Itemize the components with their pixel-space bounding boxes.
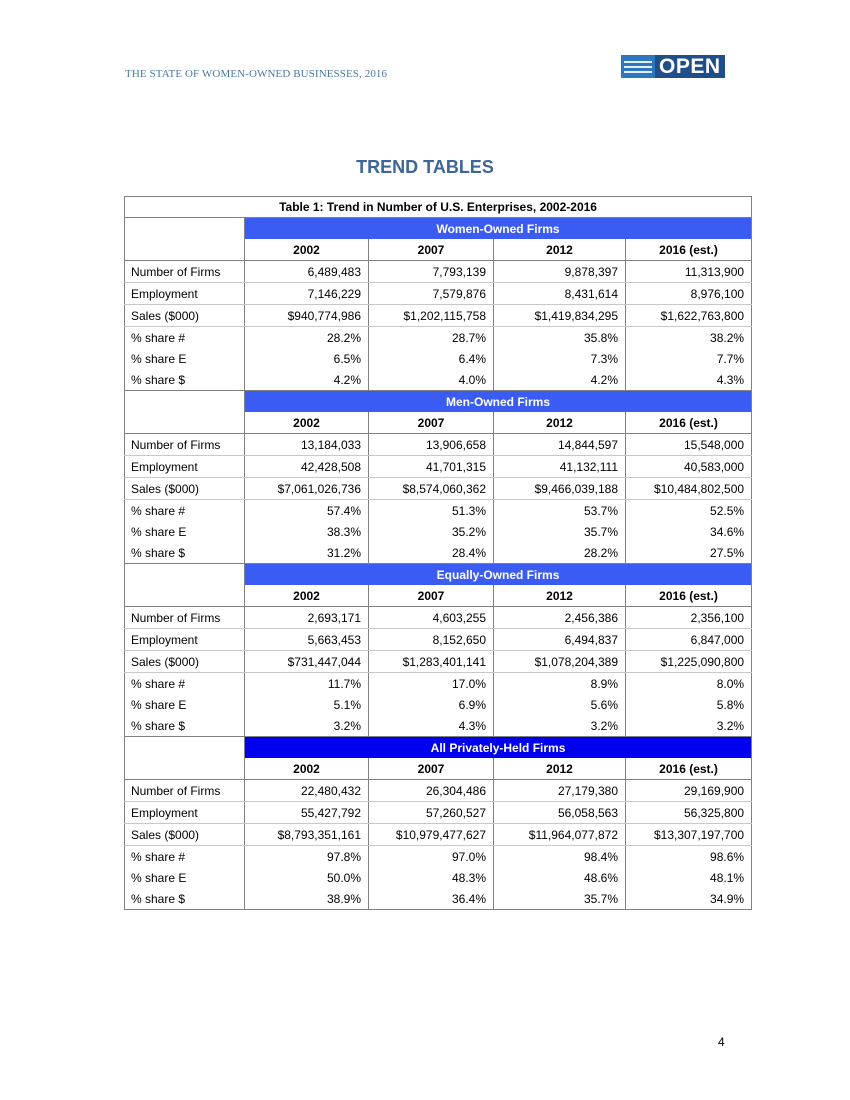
year-header: 2012 bbox=[494, 239, 626, 261]
table-cell: 7.3% bbox=[494, 348, 626, 369]
table-cell: 50.0% bbox=[245, 867, 369, 888]
year-header: 2012 bbox=[494, 758, 626, 780]
table-row bbox=[125, 780, 752, 802]
table-cell: 57.4% bbox=[245, 500, 369, 522]
table-cell: 34.6% bbox=[626, 521, 752, 542]
table-cell: 28.2% bbox=[245, 327, 369, 349]
table-cell: 14,844,597 bbox=[494, 434, 626, 456]
table-row bbox=[125, 456, 752, 478]
section-title: All Privately-Held Firms bbox=[245, 737, 752, 759]
year-header: 2002 bbox=[245, 585, 369, 607]
row-label: Sales ($000) bbox=[125, 478, 245, 500]
table-cell: 55,427,792 bbox=[245, 802, 369, 824]
table-cell: 7,579,876 bbox=[369, 283, 494, 305]
row-label: Employment bbox=[125, 283, 245, 305]
table-cell: 41,701,315 bbox=[369, 456, 494, 478]
table-row bbox=[125, 327, 752, 349]
table-cell: 56,325,800 bbox=[626, 802, 752, 824]
row-label: % share E bbox=[125, 694, 245, 715]
table-cell: 28.4% bbox=[369, 542, 494, 564]
row-label: Number of Firms bbox=[125, 780, 245, 802]
table-cell: 6,847,000 bbox=[626, 629, 752, 651]
table-cell: $8,574,060,362 bbox=[369, 478, 494, 500]
table-row bbox=[125, 521, 752, 542]
year-header: 2012 bbox=[494, 412, 626, 434]
section-band-spacer bbox=[125, 218, 245, 240]
table-cell: 13,184,033 bbox=[245, 434, 369, 456]
year-header: 2002 bbox=[245, 239, 369, 261]
table-cell: 6.4% bbox=[369, 348, 494, 369]
table-cell: $13,307,197,700 bbox=[626, 824, 752, 846]
table-cell: $1,225,090,800 bbox=[626, 651, 752, 673]
row-label: Number of Firms bbox=[125, 261, 245, 283]
table-cell: $8,793,351,161 bbox=[245, 824, 369, 846]
table-cell: 4.2% bbox=[245, 369, 369, 391]
table-row bbox=[125, 305, 752, 327]
table-cell: $1,202,115,758 bbox=[369, 305, 494, 327]
table-row bbox=[125, 478, 752, 500]
year-header-spacer bbox=[125, 585, 245, 607]
table-cell: 4.2% bbox=[494, 369, 626, 391]
table-cell: 15,548,000 bbox=[626, 434, 752, 456]
table-cell: 27.5% bbox=[626, 542, 752, 564]
section-band-row bbox=[125, 564, 752, 586]
table-cell: 28.2% bbox=[494, 542, 626, 564]
table-cell: 5.8% bbox=[626, 694, 752, 715]
table-row bbox=[125, 824, 752, 846]
table-cell: 98.4% bbox=[494, 846, 626, 868]
table-cell: 6.5% bbox=[245, 348, 369, 369]
section-title: Men-Owned Firms bbox=[245, 391, 752, 413]
table-cell: 5.6% bbox=[494, 694, 626, 715]
table-cell: $10,484,802,500 bbox=[626, 478, 752, 500]
row-label: % share E bbox=[125, 521, 245, 542]
trend-table bbox=[124, 196, 752, 910]
table-cell: 5.1% bbox=[245, 694, 369, 715]
table-cell: $7,061,026,736 bbox=[245, 478, 369, 500]
table-cell: 34.9% bbox=[626, 888, 752, 910]
amex-open-logo bbox=[621, 55, 725, 78]
table-cell: 6,489,483 bbox=[245, 261, 369, 283]
table-row bbox=[125, 867, 752, 888]
table-cell: 52.5% bbox=[626, 500, 752, 522]
table-cell: 3.2% bbox=[626, 715, 752, 737]
row-label: Sales ($000) bbox=[125, 651, 245, 673]
section-band-row bbox=[125, 391, 752, 413]
table-cell: 41,132,111 bbox=[494, 456, 626, 478]
table-cell: 35.7% bbox=[494, 888, 626, 910]
table-cell: 22,480,432 bbox=[245, 780, 369, 802]
row-label: % share $ bbox=[125, 888, 245, 910]
table-cell: 6,494,837 bbox=[494, 629, 626, 651]
table-row bbox=[125, 694, 752, 715]
section-title: Women-Owned Firms bbox=[245, 218, 752, 240]
table-cell: 8,152,650 bbox=[369, 629, 494, 651]
table-cell: $11,964,077,872 bbox=[494, 824, 626, 846]
row-label: % share $ bbox=[125, 542, 245, 564]
table-cell: 38.3% bbox=[245, 521, 369, 542]
table-cell: 6.9% bbox=[369, 694, 494, 715]
table-cell: 8,431,614 bbox=[494, 283, 626, 305]
table-cell: 29,169,900 bbox=[626, 780, 752, 802]
table-cell: $1,419,834,295 bbox=[494, 305, 626, 327]
year-header: 2002 bbox=[245, 412, 369, 434]
row-label: % share E bbox=[125, 867, 245, 888]
row-label: % share E bbox=[125, 348, 245, 369]
table-cell: 48.3% bbox=[369, 867, 494, 888]
table-cell: $10,979,477,627 bbox=[369, 824, 494, 846]
row-label: Number of Firms bbox=[125, 434, 245, 456]
trend-table-body bbox=[125, 197, 752, 910]
page-title: TREND TABLES bbox=[356, 157, 494, 177]
section-band-spacer bbox=[125, 564, 245, 586]
table-cell: 8.9% bbox=[494, 673, 626, 695]
table-row bbox=[125, 500, 752, 522]
year-header-row bbox=[125, 585, 752, 607]
table-cell: 35.8% bbox=[494, 327, 626, 349]
table-row bbox=[125, 888, 752, 910]
table-cell: 38.9% bbox=[245, 888, 369, 910]
table-cell: 13,906,658 bbox=[369, 434, 494, 456]
table-cell: 35.7% bbox=[494, 521, 626, 542]
table-cell: 17.0% bbox=[369, 673, 494, 695]
table-cell: $9,466,039,188 bbox=[494, 478, 626, 500]
section-band-spacer bbox=[125, 737, 245, 759]
table-row bbox=[125, 607, 752, 629]
year-header: 2002 bbox=[245, 758, 369, 780]
table-cell: 28.7% bbox=[369, 327, 494, 349]
trend-table-container bbox=[124, 196, 751, 910]
running-header: THE STATE OF WOMEN-OWNED BUSINESSES, 2016 bbox=[125, 68, 388, 80]
table-cell: $1,078,204,389 bbox=[494, 651, 626, 673]
table-row bbox=[125, 542, 752, 564]
row-label: Employment bbox=[125, 629, 245, 651]
table-cell: 4.3% bbox=[369, 715, 494, 737]
table-cell: 7.7% bbox=[626, 348, 752, 369]
table-cell: 31.2% bbox=[245, 542, 369, 564]
page-number: 4 bbox=[718, 1035, 725, 1049]
year-header: 2007 bbox=[369, 239, 494, 261]
table-cell: $731,447,044 bbox=[245, 651, 369, 673]
table-cell: 40,583,000 bbox=[626, 456, 752, 478]
table-cell: 97.8% bbox=[245, 846, 369, 868]
table-cell: 2,356,100 bbox=[626, 607, 752, 629]
open-logo-text: OPEN bbox=[655, 55, 725, 78]
table-cell: 48.1% bbox=[626, 867, 752, 888]
row-label: % share $ bbox=[125, 369, 245, 391]
table-cell: 56,058,563 bbox=[494, 802, 626, 824]
year-header: 2012 bbox=[494, 585, 626, 607]
table-cell: 2,693,171 bbox=[245, 607, 369, 629]
table-cell: 9,878,397 bbox=[494, 261, 626, 283]
table-row bbox=[125, 802, 752, 824]
table-cell: 42,428,508 bbox=[245, 456, 369, 478]
table-row bbox=[125, 434, 752, 456]
year-header-row bbox=[125, 758, 752, 780]
row-label: Employment bbox=[125, 802, 245, 824]
table-cell: 11.7% bbox=[245, 673, 369, 695]
row-label: % share # bbox=[125, 327, 245, 349]
row-label: % share $ bbox=[125, 715, 245, 737]
row-label: % share # bbox=[125, 500, 245, 522]
table-cell: $1,622,763,800 bbox=[626, 305, 752, 327]
table-cell: 51.3% bbox=[369, 500, 494, 522]
table-cell: 53.7% bbox=[494, 500, 626, 522]
table-cell: 11,313,900 bbox=[626, 261, 752, 283]
year-header-spacer bbox=[125, 412, 245, 434]
table-cell: $1,283,401,141 bbox=[369, 651, 494, 673]
table-row bbox=[125, 846, 752, 868]
table-row bbox=[125, 369, 752, 391]
table-cell: 3.2% bbox=[245, 715, 369, 737]
row-label: Employment bbox=[125, 456, 245, 478]
table-cell: 3.2% bbox=[494, 715, 626, 737]
table-cell: 98.6% bbox=[626, 846, 752, 868]
table-row bbox=[125, 715, 752, 737]
row-label: Sales ($000) bbox=[125, 824, 245, 846]
table-cell: 4.3% bbox=[626, 369, 752, 391]
table-cell: 7,793,139 bbox=[369, 261, 494, 283]
row-label: % share # bbox=[125, 846, 245, 868]
table-cell: 4,603,255 bbox=[369, 607, 494, 629]
table-cell: 27,179,380 bbox=[494, 780, 626, 802]
row-label: Number of Firms bbox=[125, 607, 245, 629]
year-header: 2016 (est.) bbox=[626, 239, 752, 261]
year-header: 2007 bbox=[369, 585, 494, 607]
table-cell: 57,260,527 bbox=[369, 802, 494, 824]
table-cell: 26,304,486 bbox=[369, 780, 494, 802]
section-band-row bbox=[125, 218, 752, 240]
table-row bbox=[125, 651, 752, 673]
year-header-row bbox=[125, 239, 752, 261]
table-row bbox=[125, 629, 752, 651]
year-header: 2007 bbox=[369, 412, 494, 434]
year-header-spacer bbox=[125, 758, 245, 780]
table-cell: 8.0% bbox=[626, 673, 752, 695]
table-cell: 2,456,386 bbox=[494, 607, 626, 629]
year-header: 2016 (est.) bbox=[626, 412, 752, 434]
year-header-row bbox=[125, 412, 752, 434]
table-cell: 5,663,453 bbox=[245, 629, 369, 651]
year-header: 2016 (est.) bbox=[626, 585, 752, 607]
table-row bbox=[125, 348, 752, 369]
table-cell: 7,146,229 bbox=[245, 283, 369, 305]
year-header: 2016 (est.) bbox=[626, 758, 752, 780]
section-band-row bbox=[125, 737, 752, 759]
table-cell: 38.2% bbox=[626, 327, 752, 349]
table-cell: 35.2% bbox=[369, 521, 494, 542]
row-label: Sales ($000) bbox=[125, 305, 245, 327]
table-row bbox=[125, 261, 752, 283]
table-cell: 97.0% bbox=[369, 846, 494, 868]
year-header: 2007 bbox=[369, 758, 494, 780]
table-cell: 48.6% bbox=[494, 867, 626, 888]
table-cell: $940,774,986 bbox=[245, 305, 369, 327]
amex-logo-icon bbox=[621, 55, 655, 78]
table-row bbox=[125, 283, 752, 305]
table-cell: 36.4% bbox=[369, 888, 494, 910]
table-row bbox=[125, 673, 752, 695]
row-label: % share # bbox=[125, 673, 245, 695]
table-caption-row bbox=[125, 197, 752, 218]
table-cell: 8,976,100 bbox=[626, 283, 752, 305]
year-header-spacer bbox=[125, 239, 245, 261]
section-band-spacer bbox=[125, 391, 245, 413]
section-title: Equally-Owned Firms bbox=[245, 564, 752, 586]
table-caption: Table 1: Trend in Number of U.S. Enterprises, 2002-2016 bbox=[125, 197, 752, 218]
table-cell: 4.0% bbox=[369, 369, 494, 391]
